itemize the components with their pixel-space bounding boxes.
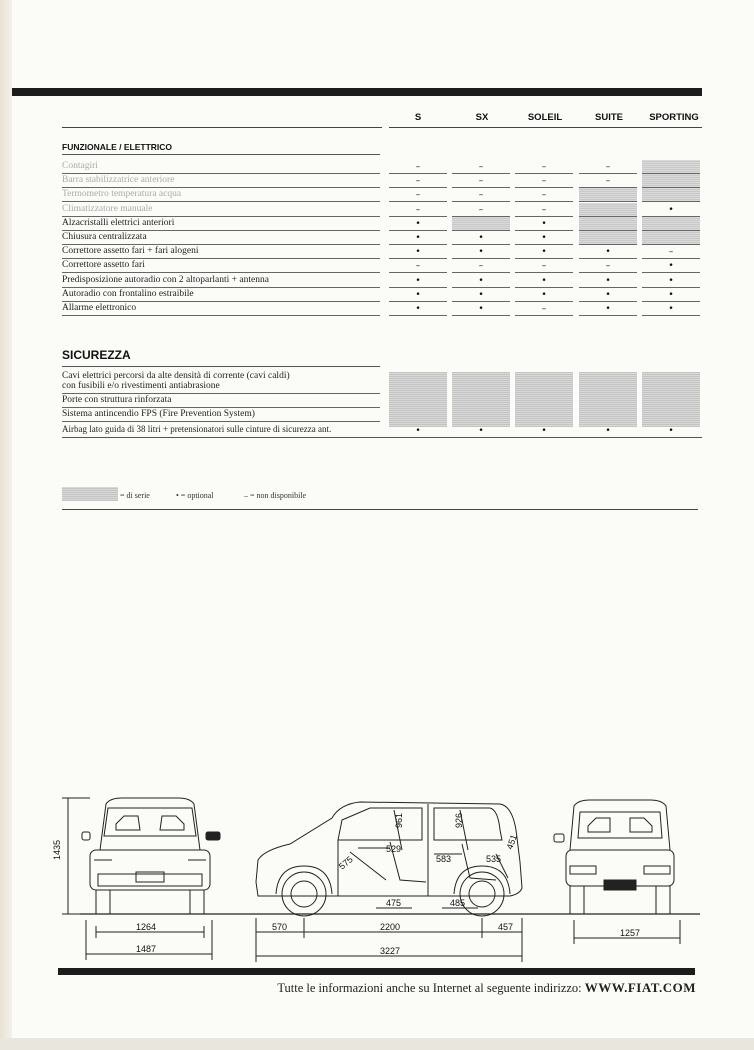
optional-mark: • — [478, 275, 484, 286]
unavailable-mark: – — [415, 261, 421, 272]
unavailable-mark: – — [541, 304, 547, 314]
table-cell — [452, 259, 510, 273]
table-row — [62, 274, 702, 288]
row-label: Autoradio con frontalino estraibile — [62, 288, 194, 299]
legend-unavailable: – = non disponibile — [244, 491, 307, 500]
unavailable-mark: – — [478, 204, 484, 215]
table-cell — [515, 245, 573, 259]
cell-rule — [452, 315, 510, 316]
table-row — [62, 245, 702, 259]
section-title-funzionale: FUNZIONALE / ELETTRICO — [62, 142, 173, 152]
table-cell — [515, 259, 573, 273]
table-cell — [579, 231, 637, 245]
table-cell — [389, 259, 447, 273]
cell-rule — [642, 315, 700, 316]
optional-mark: • — [541, 247, 547, 258]
optional-mark: • — [415, 233, 421, 243]
unavailable-mark: – — [541, 190, 547, 201]
optional-mark: • — [415, 304, 421, 314]
dim-wheelbase: 2200 — [380, 922, 401, 932]
dim-rear-headroom: 926 — [454, 812, 464, 828]
optional-mark: • — [541, 275, 547, 286]
dim-rear-seat-height: 451 — [504, 833, 520, 851]
optional-mark: • — [668, 275, 674, 286]
table-cell — [389, 245, 447, 259]
legend-standard: = di serie — [120, 491, 150, 500]
optional-mark: • — [415, 289, 421, 300]
table-cell — [642, 217, 700, 231]
table-cell — [452, 274, 510, 288]
table-cell — [642, 160, 700, 174]
unavailable-mark: – — [605, 176, 611, 187]
table-cell — [389, 160, 447, 174]
dim-rear-overhang: 457 — [498, 922, 514, 932]
row-rule — [62, 315, 380, 316]
unavailable-mark: – — [478, 176, 484, 187]
table-cell — [642, 231, 700, 245]
optional-mark: • — [668, 204, 674, 215]
column-headers — [0, 112, 754, 132]
table-row — [62, 203, 702, 217]
row-label: Correttore assetto fari — [62, 260, 145, 271]
section-rule — [62, 154, 380, 155]
standard-block-s — [389, 372, 447, 427]
legend-standard-swatch — [62, 487, 118, 501]
dim-front-headroom: 961 — [394, 812, 404, 828]
table-cell — [389, 302, 447, 316]
table-cell — [579, 174, 637, 188]
column-header-sx: SX — [475, 112, 489, 123]
row-label: Termometro temperatura acqua — [62, 189, 182, 200]
table-cell — [389, 174, 447, 188]
table-cell — [389, 203, 447, 217]
top-rule — [12, 88, 702, 96]
table-cell — [452, 217, 510, 231]
unavailable-mark: – — [541, 204, 547, 215]
table-row — [62, 288, 702, 302]
dim-front-legroom: 529 — [386, 844, 402, 854]
unavailable-mark: – — [415, 190, 421, 201]
unavailable-mark: – — [668, 247, 674, 258]
optional-mark: • — [668, 304, 674, 314]
table-cell — [452, 288, 510, 302]
column-header-s: S — [414, 112, 422, 123]
standard-block-sporting — [642, 372, 700, 427]
row-label: Climatizzatore manuale — [62, 203, 153, 214]
airbag-mark-suite: • — [605, 426, 611, 436]
table-cell — [579, 160, 637, 174]
table-cell — [515, 217, 573, 231]
footer-text: Tutte le informazioni anche su Internet al seguente indirizzo: — [277, 981, 582, 995]
optional-mark: • — [478, 233, 484, 243]
unavailable-mark: – — [415, 162, 421, 172]
optional-mark: • — [541, 289, 547, 300]
column-header-sporting: SPORTING — [649, 112, 699, 123]
dim-rear-seat: 535 — [486, 854, 502, 864]
row-rule — [62, 421, 380, 422]
dim-front-overhang: 570 — [272, 922, 288, 932]
table-cell — [452, 231, 510, 245]
row-label: Chiusura centralizzata — [62, 232, 147, 242]
unavailable-mark: – — [541, 176, 547, 187]
legend-optional: • = optional — [176, 491, 214, 500]
unavailable-mark: – — [415, 204, 421, 215]
unavailable-mark: – — [541, 261, 547, 272]
column-header-suite: SUITE — [595, 112, 623, 123]
airbag-mark-soleil: • — [541, 426, 547, 436]
section-rule — [62, 366, 380, 367]
page-edge-bottom — [0, 1038, 754, 1050]
standard-block-suite — [579, 372, 637, 427]
unavailable-mark: – — [478, 261, 484, 272]
unavailable-mark: – — [478, 190, 484, 201]
unavailable-mark: – — [605, 261, 611, 272]
table-cell — [642, 174, 700, 188]
table-row — [62, 231, 702, 245]
table-cell — [452, 188, 510, 202]
table-cell — [452, 203, 510, 217]
table-cell — [389, 231, 447, 245]
table-cell — [579, 274, 637, 288]
table-cell — [515, 174, 573, 188]
table-cell — [579, 203, 637, 217]
standard-block-soleil — [515, 372, 573, 427]
airbag-mark-sx: • — [478, 426, 484, 436]
cell-rule — [389, 315, 447, 316]
table-cell — [389, 288, 447, 302]
footer-url[interactable]: WWW.FIAT.COM — [584, 980, 696, 995]
table-cell — [579, 188, 637, 202]
optional-mark: • — [478, 304, 484, 314]
table-cell — [515, 231, 573, 245]
table-row — [62, 259, 702, 273]
safety-row-airbag: Airbag lato guida di 38 litri + pretensionatori sulle cinture di sicurezza ant. — [62, 424, 332, 434]
table-cell — [515, 288, 573, 302]
bottom-rule — [58, 968, 695, 975]
dim-height: 1435 — [52, 839, 62, 860]
dim-length: 3227 — [380, 946, 401, 956]
table-row — [62, 174, 702, 188]
safety-row: Porte con struttura rinforzata — [62, 395, 172, 405]
unavailable-mark: – — [415, 176, 421, 187]
dim-front-width: 1487 — [136, 944, 157, 954]
cell-rule — [515, 315, 573, 316]
table-row — [62, 302, 702, 316]
table-cell — [579, 288, 637, 302]
optional-mark: • — [605, 304, 611, 314]
table-cell — [642, 259, 700, 273]
table-cell — [579, 259, 637, 273]
dim-rear-legroom: 583 — [436, 854, 452, 864]
optional-mark: • — [605, 247, 611, 258]
dim-rear-track: 1257 — [620, 928, 641, 938]
row-rule — [62, 393, 380, 394]
optional-mark: • — [415, 218, 421, 229]
table-cell — [642, 274, 700, 288]
airbag-mark-sporting: • — [668, 426, 674, 436]
dim-rear-seat-depth: 485 — [450, 898, 466, 908]
optional-mark: • — [668, 261, 674, 272]
unavailable-mark: – — [541, 162, 547, 172]
table-cell — [515, 160, 573, 174]
row-label: Contagiri — [62, 161, 98, 171]
table-row — [62, 160, 702, 174]
optional-mark: • — [605, 289, 611, 300]
safety-row: Cavi elettrici percorsi da alte densità di corrente (cavi caldi) — [62, 371, 290, 381]
table-cell — [515, 203, 573, 217]
table-cell — [579, 217, 637, 231]
row-label: Barra stabilizzatrice anteriore — [62, 175, 175, 186]
optional-mark: • — [668, 289, 674, 300]
table-cell — [642, 188, 700, 202]
row-label: Predisposizione autoradio con 2 altoparlanti + antenna — [62, 274, 269, 285]
car-dimension-drawing — [50, 790, 710, 975]
dim-front-track: 1264 — [136, 922, 157, 932]
optional-mark: • — [605, 275, 611, 286]
cell-rule — [579, 315, 637, 316]
column-header-soleil: SOLEIL — [527, 112, 563, 123]
dimension-drawing-svg — [50, 790, 710, 975]
dim-front-seat: 575 — [336, 854, 355, 872]
table-cell — [452, 160, 510, 174]
unavailable-mark: – — [478, 162, 484, 172]
table-cell — [515, 274, 573, 288]
airbag-mark-s: • — [415, 426, 421, 436]
table-cell — [642, 302, 700, 316]
row-label: Alzacristalli elettrici anteriori — [62, 217, 175, 228]
optional-mark: • — [478, 289, 484, 300]
page-edge — [0, 0, 12, 1050]
unavailable-mark: – — [605, 162, 611, 172]
optional-mark: • — [541, 218, 547, 229]
header-rule — [62, 127, 382, 128]
table-row — [62, 217, 702, 231]
legend — [62, 487, 702, 507]
table-cell — [452, 245, 510, 259]
footer — [200, 980, 696, 996]
header-rule-columns — [389, 127, 702, 128]
table-cell — [642, 288, 700, 302]
section-title-sicurezza: SICUREZZA — [62, 348, 131, 362]
table-cell — [452, 302, 510, 316]
optional-mark: • — [415, 247, 421, 258]
row-label: Correttore assetto fari + fari alogeni — [62, 246, 199, 257]
optional-mark: • — [478, 247, 484, 258]
table-cell — [389, 217, 447, 231]
safety-row: con fusibili e/o rivestimenti antiabrasione — [62, 381, 220, 391]
table-cell — [579, 245, 637, 259]
standard-block-sx — [452, 372, 510, 427]
table-cell — [515, 302, 573, 316]
table-cell — [389, 274, 447, 288]
table-cell — [389, 188, 447, 202]
optional-mark: • — [415, 275, 421, 286]
table-cell — [579, 302, 637, 316]
dim-front-seat-depth: 475 — [386, 898, 402, 908]
row-rule — [62, 437, 702, 438]
legend-rule — [62, 509, 698, 510]
table-row — [62, 188, 702, 202]
row-label: Allarme elettronico — [62, 303, 137, 313]
optional-mark: • — [541, 233, 547, 243]
table-cell — [642, 245, 700, 259]
row-rule — [62, 407, 380, 408]
table-cell — [642, 203, 700, 217]
table-cell — [515, 188, 573, 202]
safety-row: Sistema antincendio FPS (Fire Prevention System) — [62, 409, 255, 419]
table-cell — [452, 174, 510, 188]
